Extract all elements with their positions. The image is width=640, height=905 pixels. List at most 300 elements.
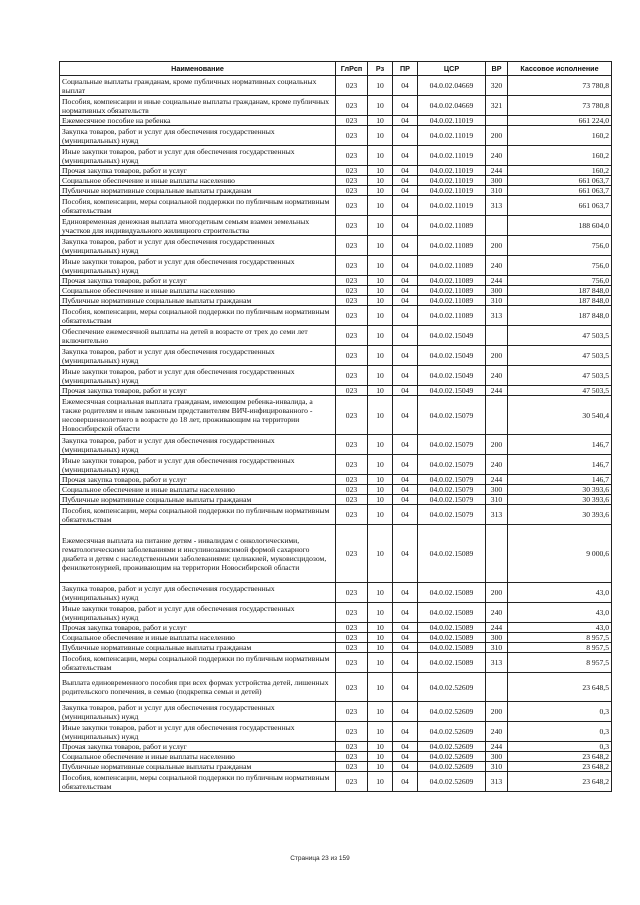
- row-csr-cell: 04.0.02.15089: [418, 623, 486, 633]
- row-csr-cell: 04.0.02.52609: [418, 722, 486, 742]
- row-vr-cell: 244: [486, 276, 508, 286]
- row-rz-cell: 10: [368, 742, 393, 752]
- row-rz-cell: 10: [368, 643, 393, 653]
- row-value-cell: 0,3: [508, 702, 612, 722]
- row-vr-cell: [486, 216, 508, 236]
- table-row: [60, 752, 612, 762]
- table-row: [60, 702, 612, 722]
- row-pr-cell: 04: [393, 762, 418, 772]
- row-name-cell: Ежемесячная выплата на питание детям - инвалидам с онкологическими, гематологическими заболеваниями и инсулинозависимой формой сахарного диабета и детям с наследственными заболеваниями: целиакией, муковисцидозом, фенилкетонурией, проживающим на территории Новосибирской области: [60, 525, 336, 583]
- row-csr-cell: 04.0.02.15049: [418, 386, 486, 396]
- row-csr-cell: 04.0.02.11089: [418, 306, 486, 326]
- table-row: [60, 485, 612, 495]
- row-csr-cell: 04.0.02.15079: [418, 475, 486, 485]
- row-glrsp-cell: 023: [336, 286, 368, 296]
- row-vr-cell: 313: [486, 196, 508, 216]
- row-vr-cell: [486, 673, 508, 702]
- row-vr-cell: 321: [486, 96, 508, 116]
- row-name-cell: Социальное обеспечение и иные выплаты населению: [60, 752, 336, 762]
- row-value-cell: 0,3: [508, 742, 612, 752]
- row-vr-cell: 200: [486, 583, 508, 603]
- row-rz-cell: 10: [368, 722, 393, 742]
- row-glrsp-cell: 023: [336, 276, 368, 286]
- row-glrsp-cell: 023: [336, 306, 368, 326]
- table-row: [60, 236, 612, 256]
- row-value-cell: 43,0: [508, 623, 612, 633]
- row-csr-cell: 04.0.02.15089: [418, 653, 486, 673]
- row-rz-cell: 10: [368, 495, 393, 505]
- row-value-cell: 23 648,2: [508, 772, 612, 792]
- table-row: [60, 643, 612, 653]
- table-row: [60, 742, 612, 752]
- row-pr-cell: 04: [393, 702, 418, 722]
- row-pr-cell: 04: [393, 475, 418, 485]
- row-rz-cell: 10: [368, 702, 393, 722]
- table-row: [60, 306, 612, 326]
- table-row: [60, 326, 612, 346]
- row-name-cell: Закупка товаров, работ и услуг для обеспечения государственных (муниципальных) нужд: [60, 126, 336, 146]
- header-pr: ПР: [393, 62, 418, 76]
- row-vr-cell: 300: [486, 485, 508, 495]
- row-pr-cell: 04: [393, 256, 418, 276]
- row-value-cell: 23 648,2: [508, 762, 612, 772]
- row-name-cell: Прочая закупка товаров, работ и услуг: [60, 386, 336, 396]
- row-vr-cell: 240: [486, 256, 508, 276]
- table-row: [60, 505, 612, 525]
- row-csr-cell: 04.0.02.11019: [418, 166, 486, 176]
- row-vr-cell: [486, 525, 508, 583]
- row-pr-cell: 04: [393, 525, 418, 583]
- row-csr-cell: 04.0.02.11089: [418, 216, 486, 236]
- row-name-cell: Пособия, компенсации, меры социальной поддержки по публичным нормативным обязательствам: [60, 653, 336, 673]
- row-value-cell: 756,0: [508, 256, 612, 276]
- row-rz-cell: 10: [368, 236, 393, 256]
- row-value-cell: 47 503,5: [508, 346, 612, 366]
- row-vr-cell: 240: [486, 146, 508, 166]
- row-rz-cell: 10: [368, 146, 393, 166]
- row-vr-cell: 313: [486, 306, 508, 326]
- table-row: [60, 762, 612, 772]
- row-value-cell: 8 957,5: [508, 653, 612, 673]
- row-name-cell: Закупка товаров, работ и услуг для обеспечения государственных (муниципальных) нужд: [60, 583, 336, 603]
- row-rz-cell: 10: [368, 76, 393, 96]
- table-row: [60, 126, 612, 146]
- row-name-cell: Социальные выплаты гражданам, кроме публичных нормативных социальных выплат: [60, 76, 336, 96]
- row-pr-cell: 04: [393, 116, 418, 126]
- row-rz-cell: 10: [368, 326, 393, 346]
- row-pr-cell: 04: [393, 673, 418, 702]
- row-csr-cell: 04.0.02.11089: [418, 236, 486, 256]
- row-glrsp-cell: 023: [336, 256, 368, 276]
- row-glrsp-cell: 023: [336, 435, 368, 455]
- row-csr-cell: 04.0.02.15049: [418, 346, 486, 366]
- row-name-cell: Иные закупки товаров, работ и услуг для обеспечения государственных (муниципальных) нужд: [60, 256, 336, 276]
- row-rz-cell: 10: [368, 505, 393, 525]
- row-vr-cell: 200: [486, 346, 508, 366]
- row-name-cell: Публичные нормативные социальные выплаты гражданам: [60, 643, 336, 653]
- row-glrsp-cell: 023: [336, 722, 368, 742]
- row-vr-cell: 240: [486, 366, 508, 386]
- row-name-cell: Социальное обеспечение и иные выплаты населению: [60, 485, 336, 495]
- table-row: [60, 583, 612, 603]
- row-rz-cell: 10: [368, 166, 393, 176]
- row-vr-cell: 240: [486, 603, 508, 623]
- row-name-cell: Закупка товаров, работ и услуг для обеспечения государственных (муниципальных) нужд: [60, 236, 336, 256]
- row-value-cell: 188 604,0: [508, 216, 612, 236]
- row-vr-cell: 200: [486, 236, 508, 256]
- row-vr-cell: 300: [486, 633, 508, 643]
- row-name-cell: Иные закупки товаров, работ и услуг для обеспечения государственных (муниципальных) нужд: [60, 603, 336, 623]
- row-value-cell: 146,7: [508, 455, 612, 475]
- row-value-cell: 73 780,8: [508, 76, 612, 96]
- row-csr-cell: 04.0.02.15079: [418, 396, 486, 435]
- row-rz-cell: 10: [368, 286, 393, 296]
- row-glrsp-cell: 023: [336, 623, 368, 633]
- row-name-cell: Прочая закупка товаров, работ и услуг: [60, 623, 336, 633]
- row-pr-cell: 04: [393, 346, 418, 366]
- row-name-cell: Обеспечение ежемесячной выплаты на детей в возрасте от трех до семи лет включительно: [60, 326, 336, 346]
- row-glrsp-cell: 023: [336, 752, 368, 762]
- row-pr-cell: 04: [393, 752, 418, 762]
- row-name-cell: Публичные нормативные социальные выплаты гражданам: [60, 186, 336, 196]
- row-pr-cell: 04: [393, 583, 418, 603]
- row-glrsp-cell: 023: [336, 386, 368, 396]
- table-row: [60, 475, 612, 485]
- row-csr-cell: 04.0.02.11019: [418, 186, 486, 196]
- page-footer: Страница 23 из 159: [290, 855, 350, 862]
- row-vr-cell: [486, 396, 508, 435]
- row-rz-cell: 10: [368, 256, 393, 276]
- row-csr-cell: 04.0.02.52609: [418, 772, 486, 792]
- row-name-cell: Закупка товаров, работ и услуг для обеспечения государственных (муниципальных) нужд: [60, 702, 336, 722]
- row-value-cell: 661 063,7: [508, 176, 612, 186]
- row-name-cell: Пособия, компенсации и иные социальные выплаты гражданам, кроме публичных нормативных обязательств: [60, 96, 336, 116]
- row-glrsp-cell: 023: [336, 742, 368, 752]
- table-row: [60, 633, 612, 643]
- row-rz-cell: 10: [368, 176, 393, 186]
- row-pr-cell: 04: [393, 216, 418, 236]
- row-glrsp-cell: 023: [336, 216, 368, 236]
- table-row: [60, 196, 612, 216]
- table-row: [60, 653, 612, 673]
- row-glrsp-cell: 023: [336, 633, 368, 643]
- table-row: [60, 495, 612, 505]
- row-rz-cell: 10: [368, 346, 393, 366]
- row-vr-cell: 200: [486, 702, 508, 722]
- row-glrsp-cell: 023: [336, 76, 368, 96]
- row-value-cell: 187 848,0: [508, 306, 612, 326]
- row-csr-cell: 04.0.02.15049: [418, 326, 486, 346]
- table-row: [60, 286, 612, 296]
- row-csr-cell: 04.0.02.11019: [418, 116, 486, 126]
- row-csr-cell: 04.0.02.11019: [418, 126, 486, 146]
- row-pr-cell: 04: [393, 276, 418, 286]
- row-glrsp-cell: 023: [336, 116, 368, 126]
- row-rz-cell: 10: [368, 623, 393, 633]
- table-row: [60, 772, 612, 792]
- row-pr-cell: 04: [393, 326, 418, 346]
- row-name-cell: Иные закупки товаров, работ и услуг для обеспечения государственных (муниципальных) нужд: [60, 366, 336, 386]
- row-vr-cell: 244: [486, 623, 508, 633]
- row-name-cell: Пособия, компенсации, меры социальной поддержки по публичным нормативным обязательствам: [60, 306, 336, 326]
- table-row: [60, 673, 612, 702]
- row-vr-cell: 310: [486, 186, 508, 196]
- row-rz-cell: 10: [368, 435, 393, 455]
- row-name-cell: Прочая закупка товаров, работ и услуг: [60, 742, 336, 752]
- table-row: [60, 256, 612, 276]
- row-name-cell: Единовременная денежная выплата многодетным семьям взамен земельных участков для индивидуального жилищного строительства: [60, 216, 336, 236]
- row-pr-cell: 04: [393, 176, 418, 186]
- row-vr-cell: 200: [486, 435, 508, 455]
- row-rz-cell: 10: [368, 366, 393, 386]
- row-rz-cell: 10: [368, 455, 393, 475]
- row-vr-cell: 300: [486, 176, 508, 186]
- row-glrsp-cell: 023: [336, 346, 368, 366]
- row-rz-cell: 10: [368, 525, 393, 583]
- row-glrsp-cell: 023: [336, 673, 368, 702]
- row-value-cell: 43,0: [508, 603, 612, 623]
- table-row: [60, 146, 612, 166]
- row-csr-cell: 04.0.02.04669: [418, 76, 486, 96]
- row-value-cell: 160,2: [508, 126, 612, 146]
- row-csr-cell: 04.0.02.15089: [418, 633, 486, 643]
- row-glrsp-cell: 023: [336, 326, 368, 346]
- row-value-cell: 146,7: [508, 475, 612, 485]
- row-pr-cell: 04: [393, 96, 418, 116]
- row-rz-cell: 10: [368, 752, 393, 762]
- table-row: [60, 276, 612, 286]
- row-vr-cell: 244: [486, 742, 508, 752]
- row-csr-cell: 04.0.02.52609: [418, 702, 486, 722]
- row-glrsp-cell: 023: [336, 603, 368, 623]
- row-vr-cell: 310: [486, 762, 508, 772]
- row-pr-cell: 04: [393, 146, 418, 166]
- row-glrsp-cell: 023: [336, 455, 368, 475]
- row-pr-cell: 04: [393, 306, 418, 326]
- row-rz-cell: 10: [368, 306, 393, 326]
- header-csr: ЦСР: [418, 62, 486, 76]
- row-value-cell: 47 503,5: [508, 326, 612, 346]
- row-value-cell: 187 848,0: [508, 286, 612, 296]
- row-pr-cell: 04: [393, 76, 418, 96]
- row-pr-cell: 04: [393, 386, 418, 396]
- row-value-cell: 30 393,6: [508, 485, 612, 495]
- row-pr-cell: 04: [393, 772, 418, 792]
- table-row: [60, 623, 612, 633]
- row-rz-cell: 10: [368, 583, 393, 603]
- row-pr-cell: 04: [393, 166, 418, 176]
- row-rz-cell: 10: [368, 475, 393, 485]
- row-pr-cell: 04: [393, 296, 418, 306]
- row-vr-cell: 240: [486, 722, 508, 742]
- row-vr-cell: [486, 326, 508, 346]
- row-vr-cell: 244: [486, 475, 508, 485]
- header-rz: Рз: [368, 62, 393, 76]
- row-pr-cell: 04: [393, 236, 418, 256]
- row-pr-cell: 04: [393, 653, 418, 673]
- row-vr-cell: 244: [486, 386, 508, 396]
- row-pr-cell: 04: [393, 643, 418, 653]
- row-rz-cell: 10: [368, 673, 393, 702]
- table-row: [60, 96, 612, 116]
- row-rz-cell: 10: [368, 633, 393, 643]
- row-vr-cell: 310: [486, 643, 508, 653]
- row-rz-cell: 10: [368, 96, 393, 116]
- row-glrsp-cell: 023: [336, 583, 368, 603]
- row-name-cell: Ежемесячная социальная выплата гражданам, имеющим ребенка-инвалида, а также родителям и иным законным представителям ВИЧ-инфицированного - несовершеннолетнего в возрасте до 18 лет, проживающим на территории Новосибирской области: [60, 396, 336, 435]
- row-vr-cell: 313: [486, 653, 508, 673]
- row-rz-cell: 10: [368, 196, 393, 216]
- row-value-cell: 146,7: [508, 435, 612, 455]
- row-csr-cell: 04.0.02.15079: [418, 495, 486, 505]
- row-csr-cell: 04.0.02.15079: [418, 435, 486, 455]
- row-glrsp-cell: 023: [336, 166, 368, 176]
- row-glrsp-cell: 023: [336, 396, 368, 435]
- row-vr-cell: 200: [486, 126, 508, 146]
- table-row: [60, 186, 612, 196]
- row-value-cell: 160,2: [508, 166, 612, 176]
- table-row: [60, 366, 612, 386]
- row-name-cell: Социальное обеспечение и иные выплаты населению: [60, 286, 336, 296]
- row-csr-cell: 04.0.02.15079: [418, 455, 486, 475]
- row-name-cell: Пособия, компенсации, меры социальной поддержки по публичным нормативным обязательствам: [60, 505, 336, 525]
- row-value-cell: 756,0: [508, 276, 612, 286]
- row-rz-cell: 10: [368, 396, 393, 435]
- row-name-cell: Иные закупки товаров, работ и услуг для обеспечения государственных (муниципальных) нужд: [60, 455, 336, 475]
- row-csr-cell: 04.0.02.15089: [418, 525, 486, 583]
- row-glrsp-cell: 023: [336, 475, 368, 485]
- header-name: Наименование: [60, 62, 336, 76]
- row-value-cell: 30 540,4: [508, 396, 612, 435]
- table-row: [60, 603, 612, 623]
- row-pr-cell: 04: [393, 396, 418, 435]
- table-row: [60, 296, 612, 306]
- row-csr-cell: 04.0.02.11089: [418, 286, 486, 296]
- row-glrsp-cell: 023: [336, 236, 368, 256]
- row-name-cell: Социальное обеспечение и иные выплаты населению: [60, 176, 336, 186]
- row-pr-cell: 04: [393, 742, 418, 752]
- row-vr-cell: 320: [486, 76, 508, 96]
- row-pr-cell: 04: [393, 435, 418, 455]
- row-glrsp-cell: 023: [336, 772, 368, 792]
- row-vr-cell: 313: [486, 772, 508, 792]
- row-glrsp-cell: 023: [336, 126, 368, 146]
- row-value-cell: 47 503,5: [508, 366, 612, 386]
- row-vr-cell: 300: [486, 286, 508, 296]
- row-rz-cell: 10: [368, 386, 393, 396]
- row-rz-cell: 10: [368, 772, 393, 792]
- row-glrsp-cell: 023: [336, 186, 368, 196]
- row-csr-cell: 04.0.02.11089: [418, 276, 486, 286]
- row-pr-cell: 04: [393, 186, 418, 196]
- row-vr-cell: 240: [486, 455, 508, 475]
- header-cash-execution: Кассовое исполнение: [508, 62, 612, 76]
- row-glrsp-cell: 023: [336, 505, 368, 525]
- row-csr-cell: 04.0.02.15079: [418, 505, 486, 525]
- row-csr-cell: 04.0.02.11019: [418, 176, 486, 186]
- header-vr: ВР: [486, 62, 508, 76]
- row-csr-cell: 04.0.02.11019: [418, 146, 486, 166]
- row-pr-cell: 04: [393, 633, 418, 643]
- table-body: [60, 76, 612, 792]
- row-value-cell: 8 957,5: [508, 633, 612, 643]
- row-value-cell: 661 224,0: [508, 116, 612, 126]
- row-name-cell: Закупка товаров, работ и услуг для обеспечения государственных (муниципальных) нужд: [60, 435, 336, 455]
- row-glrsp-cell: 023: [336, 176, 368, 186]
- row-rz-cell: 10: [368, 116, 393, 126]
- row-value-cell: 9 000,6: [508, 525, 612, 583]
- table-row: [60, 116, 612, 126]
- row-pr-cell: 04: [393, 286, 418, 296]
- row-csr-cell: 04.0.02.15089: [418, 603, 486, 623]
- row-pr-cell: 04: [393, 485, 418, 495]
- row-rz-cell: 10: [368, 762, 393, 772]
- row-rz-cell: 10: [368, 603, 393, 623]
- row-pr-cell: 04: [393, 455, 418, 475]
- row-glrsp-cell: 023: [336, 296, 368, 306]
- row-glrsp-cell: 023: [336, 96, 368, 116]
- row-csr-cell: 04.0.02.04669: [418, 96, 486, 116]
- row-value-cell: 756,0: [508, 236, 612, 256]
- row-name-cell: Публичные нормативные социальные выплаты гражданам: [60, 296, 336, 306]
- row-pr-cell: 04: [393, 495, 418, 505]
- table-row: [60, 346, 612, 366]
- row-glrsp-cell: 023: [336, 146, 368, 166]
- row-pr-cell: 04: [393, 505, 418, 525]
- row-name-cell: Прочая закупка товаров, работ и услуг: [60, 166, 336, 176]
- row-pr-cell: 04: [393, 126, 418, 146]
- row-glrsp-cell: 023: [336, 485, 368, 495]
- row-glrsp-cell: 023: [336, 702, 368, 722]
- row-glrsp-cell: 023: [336, 643, 368, 653]
- row-glrsp-cell: 023: [336, 653, 368, 673]
- table-row: [60, 386, 612, 396]
- table-row: [60, 76, 612, 96]
- row-csr-cell: 04.0.02.52609: [418, 752, 486, 762]
- row-csr-cell: 04.0.02.11089: [418, 256, 486, 276]
- row-name-cell: Пособия, компенсации, меры социальной поддержки по публичным нормативным обязательствам: [60, 196, 336, 216]
- row-csr-cell: 04.0.02.15049: [418, 366, 486, 386]
- table-row: [60, 216, 612, 236]
- row-value-cell: 43,0: [508, 583, 612, 603]
- row-vr-cell: [486, 116, 508, 126]
- row-name-cell: Выплата единовременного пособия при всех формах устройства детей, лишенных родительского попечения, в семью (подкрепка семьи и детей): [60, 673, 336, 702]
- row-vr-cell: 310: [486, 296, 508, 306]
- row-glrsp-cell: 023: [336, 525, 368, 583]
- row-glrsp-cell: 023: [336, 762, 368, 772]
- row-pr-cell: 04: [393, 722, 418, 742]
- row-csr-cell: 04.0.02.52609: [418, 742, 486, 752]
- row-csr-cell: 04.0.02.11019: [418, 196, 486, 216]
- row-rz-cell: 10: [368, 186, 393, 196]
- row-glrsp-cell: 023: [336, 366, 368, 386]
- table-row: [60, 722, 612, 742]
- row-name-cell: Прочая закупка товаров, работ и услуг: [60, 276, 336, 286]
- row-value-cell: 661 063,7: [508, 196, 612, 216]
- header-glrsp: ГлРсп: [336, 62, 368, 76]
- row-rz-cell: 10: [368, 653, 393, 673]
- row-value-cell: 23 648,5: [508, 673, 612, 702]
- row-value-cell: 23 648,2: [508, 752, 612, 762]
- row-value-cell: 661 063,7: [508, 186, 612, 196]
- row-pr-cell: 04: [393, 196, 418, 216]
- row-vr-cell: 244: [486, 166, 508, 176]
- row-csr-cell: 04.0.02.15089: [418, 643, 486, 653]
- table-row: [60, 396, 612, 435]
- table-header-row: [60, 62, 612, 76]
- row-value-cell: 160,2: [508, 146, 612, 166]
- row-csr-cell: 04.0.02.15089: [418, 583, 486, 603]
